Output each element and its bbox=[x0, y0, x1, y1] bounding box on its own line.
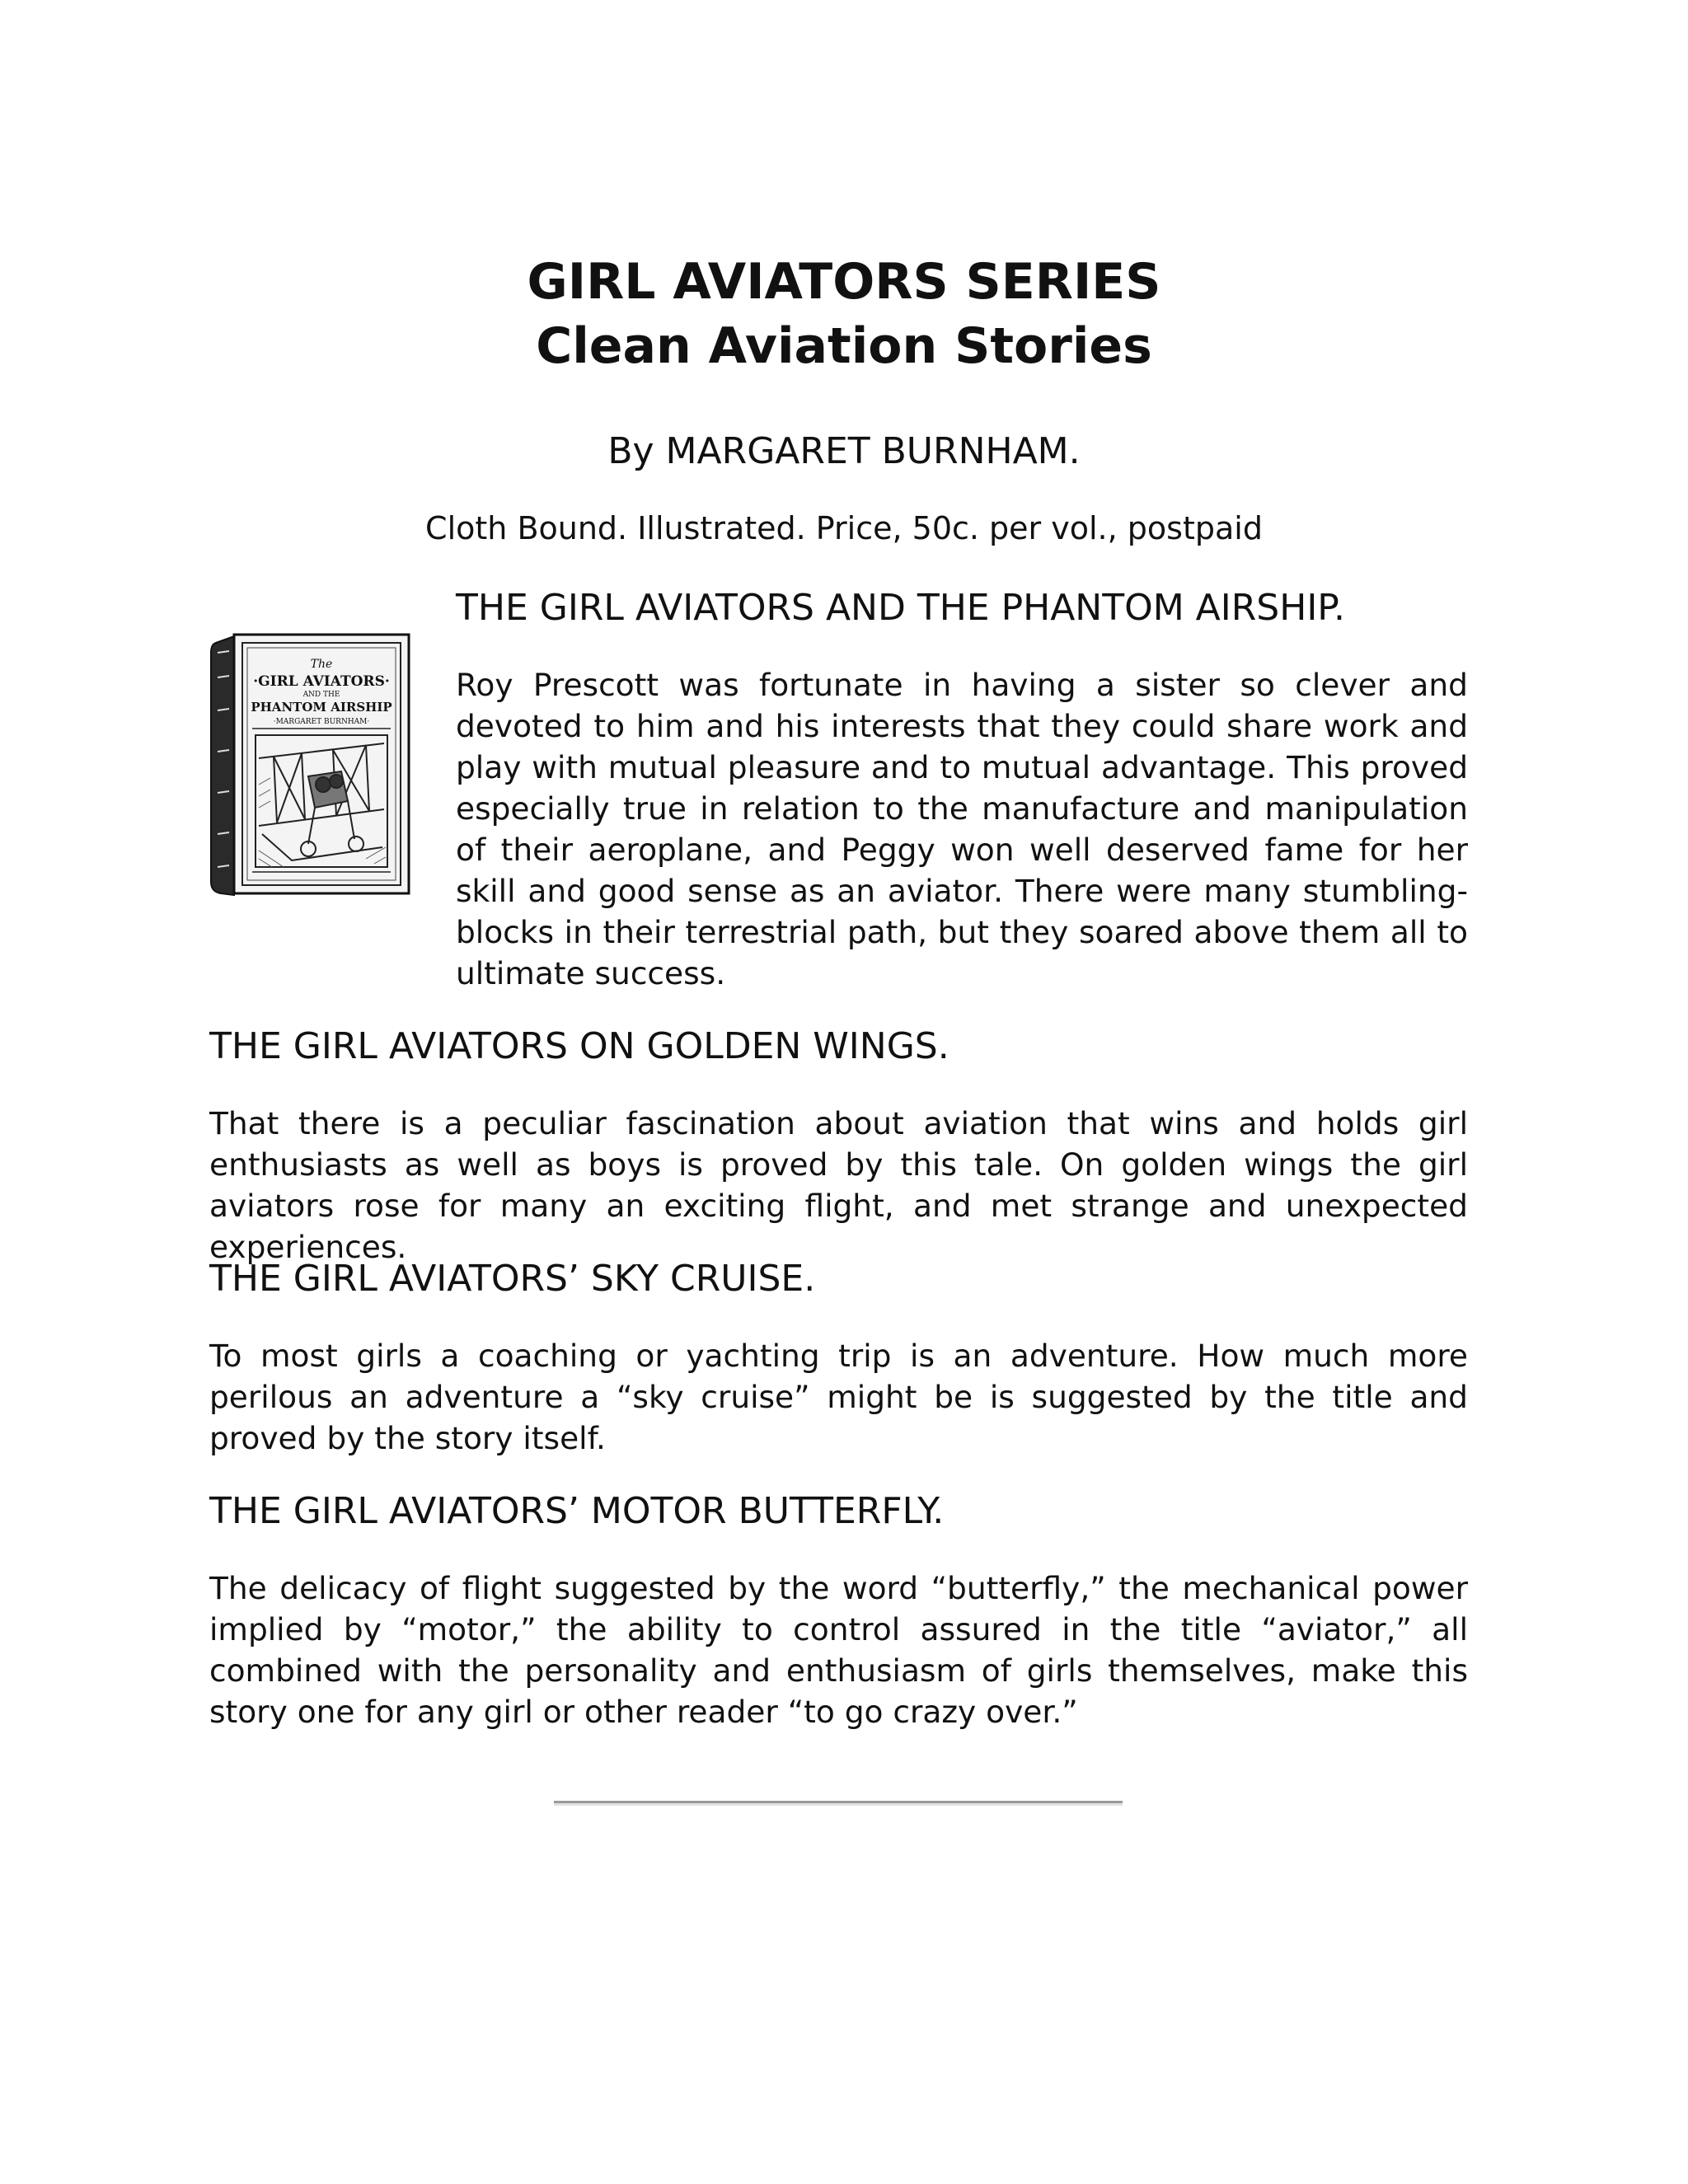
price-line: Cloth Bound. Illustrated. Price, 50c. per vol., postpaid bbox=[425, 510, 1263, 546]
book-title-sky-cruise: THE GIRL AVIATORS’ SKY CRUISE. bbox=[209, 1258, 816, 1300]
book-description-golden-wings: That there is a peculiar fascination about aviation that wins and holds girl enthusiasts as well as boys is proved by this tale. On golden wings the girl aviators rose for many an exciting flight, and met strange and unexpected experiences. bbox=[209, 1105, 1468, 1265]
book-title-motor-butterfly: THE GIRL AVIATORS’ MOTOR BUTTERFLY. bbox=[209, 1490, 945, 1532]
book-description-phantom-airship: Roy Prescott was fortunate in having a sister so clever and devoted to him and his interests that they could share work and play with mutual pleasure and to mutual advantage. This proved especially true in relation to the manufacture and manipulation of their aeroplane, and Peggy won well deserved fame for her skill and good sense as an aviator. There were many stumbling-blocks in their terrestrial path, but they soared above them all to ultimate success. bbox=[456, 667, 1468, 991]
book-title-phantom-airship: THE GIRL AVIATORS AND THE PHANTOM AIRSHIP. bbox=[456, 587, 1345, 629]
book-title-golden-wings: THE GIRL AVIATORS ON GOLDEN WINGS. bbox=[209, 1025, 950, 1067]
svg-text:PHANTOM AIRSHIP: PHANTOM AIRSHIP bbox=[251, 700, 392, 715]
book-description-motor-butterfly: The delicacy of flight suggested by the word “butterfly,” the mechanical power implied by “motor,” the ability to control assured in the title “aviator,” all combined with the personality and enthusiasm of girls themselves, make this story one for any girl or other reader “to go crazy over.” bbox=[209, 1570, 1468, 1730]
bottom-divider bbox=[554, 1801, 1123, 1806]
svg-text:The: The bbox=[310, 658, 333, 671]
series-title: GIRL AVIATORS SERIES bbox=[527, 253, 1161, 311]
svg-text:·GIRL AVIATORS·: ·GIRL AVIATORS· bbox=[253, 673, 390, 690]
series-subtitle: Clean Aviation Stories bbox=[536, 317, 1152, 375]
svg-text:·MARGARET BURNHAM·: ·MARGARET BURNHAM· bbox=[273, 718, 370, 726]
book-cover-illustration bbox=[209, 620, 415, 897]
svg-text:AND THE: AND THE bbox=[302, 691, 340, 699]
book-description-sky-cruise: To most girls a coaching or yachting trip is an adventure. How much more perilous an adventure a “sky cruise” might be is suggested by the title and proved by the story itself. bbox=[209, 1338, 1468, 1456]
author-byline: By MARGARET BURNHAM. bbox=[607, 430, 1081, 472]
